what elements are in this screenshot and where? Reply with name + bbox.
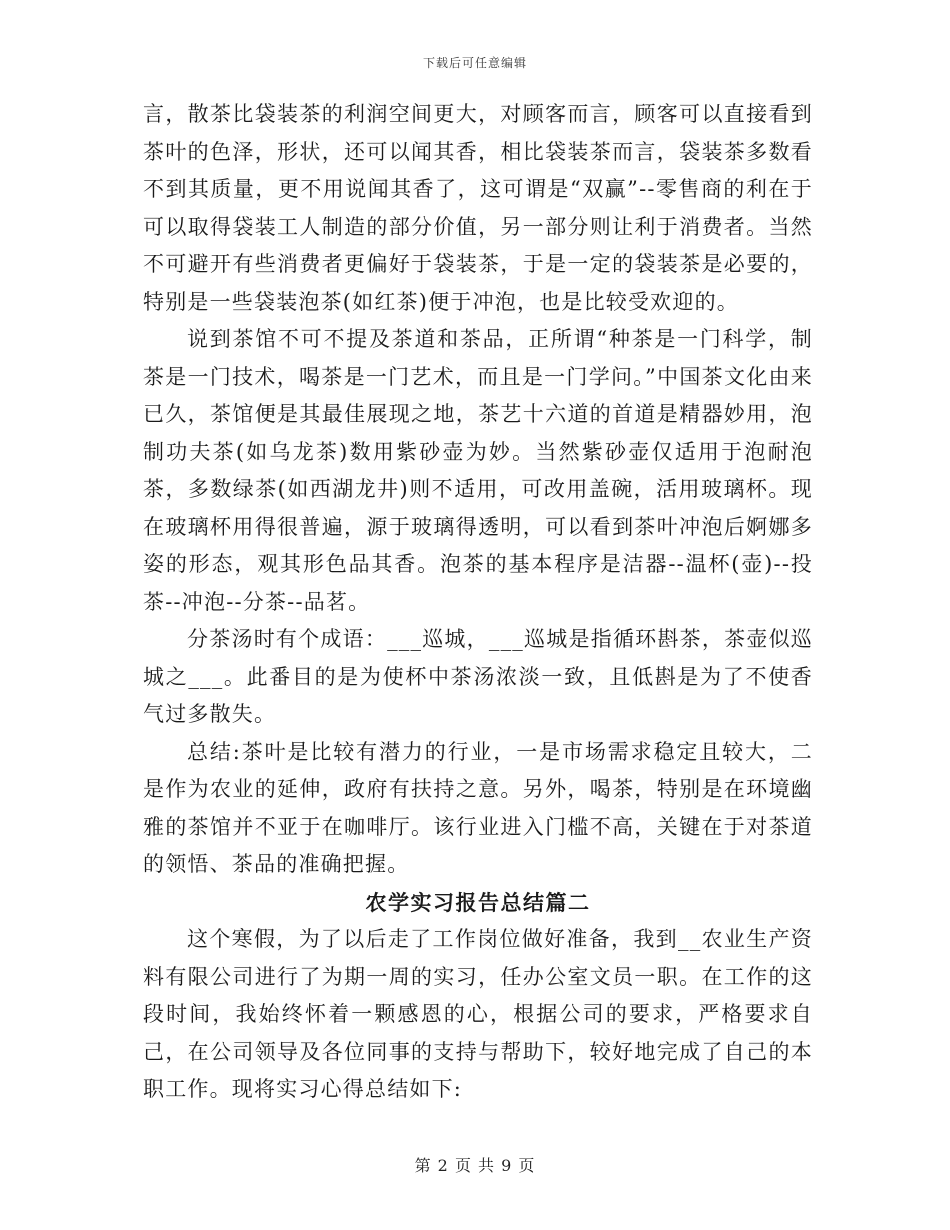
document-body bbox=[143, 96, 813, 1109]
paragraph-pouring-idiom: 分茶汤时有个成语：___巡城，___巡城是指循环斟茶，茶壶似巡城之___。此番目的是为使杯中茶汤浓淡一致，且低斟是为了不使香气过多散失。 bbox=[143, 627, 813, 726]
paragraph-internship-intro: 这个寒假，为了以后走了工作岗位做好准备，我到__农业生产资料有限公司进行了为期一周的实习，任办公室文员一职。在工作的这段时间，我始终怀着一颗感恩的心，根据公司的要求，严格要求自己，在公司领导及各位同事的支持与帮助下，较好地完成了自己的本职工作。现将实习心得总结如下: bbox=[143, 927, 813, 1101]
paragraph-tea-ceremony: 说到茶馆不可不提及茶道和茶品，正所谓“种茶是一门科学，制茶是一门技术，喝茶是一门艺术，而且是一门学问。”中国茶文化由来已久，茶馆便是其最佳展现之地，茶艺十六道的首道是精器妙用，泡制功夫茶(如乌龙茶)数用紫砂壶为妙。当然紫砂壶仅适用于泡耐泡茶，多数绿茶(如西湖龙井)则不适用，可改用盖碗，活用玻璃杯。现在玻璃杯用得很普遍，源于玻璃得透明，可以看到茶叶冲泡后婀娜多姿的形态，观其形色品其香。泡茶的基本程序是洁器--温杯(壶)--投茶--冲泡--分茶--品茗。 bbox=[143, 327, 813, 614]
page-footer: 第 2 页 共 9 页 bbox=[414, 1156, 536, 1175]
paragraph-continuation: 言，散茶比袋装茶的利润空间更大，对顾客而言，顾客可以直接看到茶叶的色泽，形状，还可以闻其香，相比袋装茶而言，袋装茶多数看不到其质量，更不用说闻其香了，这可谓是“双赢”--零售商的利在于可以取得袋装工人制造的部分价值，另一部分则让利于消费者。当然不可避开有些消费者更偏好于袋装茶，于是一定的袋装茶是必要的，特别是一些袋装泡茶(如红茶)便于冲泡，也是比较受欢迎的。 bbox=[143, 102, 813, 314]
section-title: 农学实习报告总结篇二 bbox=[365, 889, 591, 915]
page-header: 下载后可任意编辑 bbox=[422, 56, 527, 70]
paragraph-summary: 总结:茶叶是比较有潜力的行业，一是市场需求稳定且较大，二是作为农业的延伸，政府有扶持之意。另外，喝茶，特别是在环境幽雅的茶馆并不亚于在咖啡厅。该行业进入门槛不高，关键在于对茶道的领悟、茶品的准确把握。 bbox=[143, 739, 813, 876]
